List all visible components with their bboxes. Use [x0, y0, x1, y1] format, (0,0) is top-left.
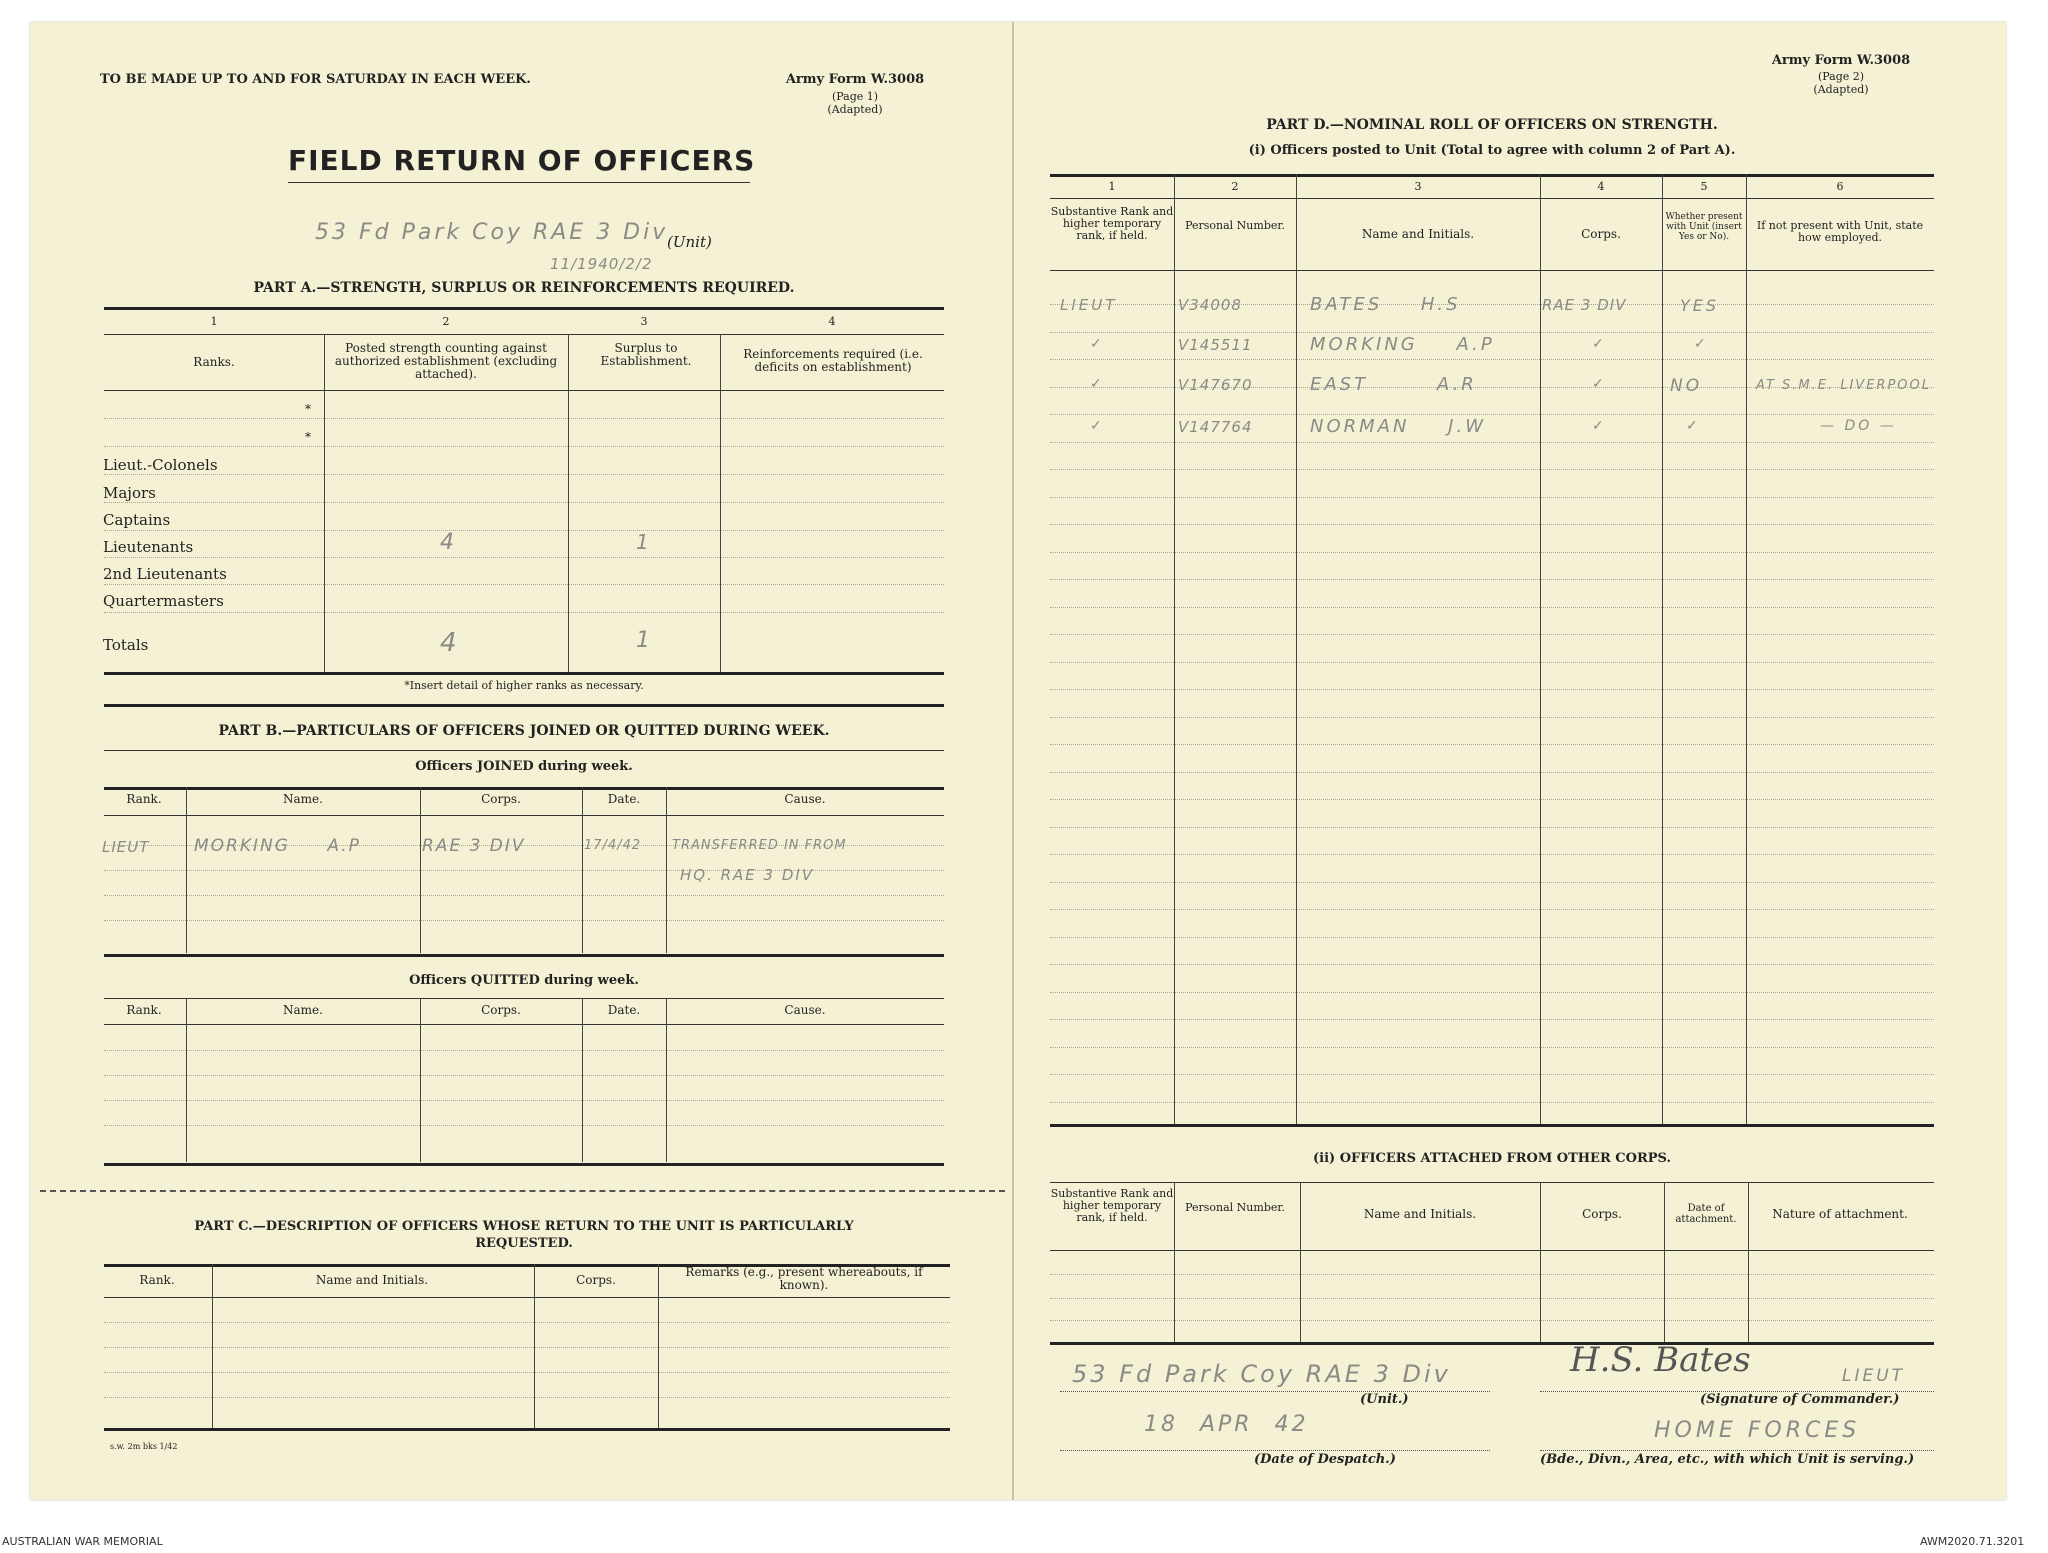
roll-row-line: [1050, 1047, 1934, 1048]
part-d-header-rank: Substantive Rank and higher temporary rank, if held.: [1050, 205, 1174, 242]
row-1-name: BATES H.S: [1310, 294, 1461, 315]
quitted-header-corps: Corps.: [481, 1003, 521, 1017]
joined-cause-line-2: HQ. RAE 3 DIV: [680, 866, 815, 884]
commander-signature: H.S. Bates: [1570, 1340, 1751, 1380]
form-number-left: Army Form W.3008: [785, 72, 925, 87]
despatch-date: 18 APR 42: [1144, 1412, 1309, 1437]
roll-row-line: [1050, 607, 1934, 608]
rank-2nd-lieutenants: 2nd Lieutenants: [103, 565, 227, 583]
row-4-rank: ✓: [1090, 418, 1105, 434]
row-2-corps: ✓: [1592, 336, 1607, 352]
serving-field-label: (Bde., Divn., Area, etc., with which Unit is serving.): [1540, 1452, 1915, 1467]
joined-header-cause: Cause.: [784, 792, 826, 806]
part-a-col-3: 3: [640, 315, 648, 328]
row-2-number: V145511: [1178, 336, 1253, 354]
part-a-col-1: 1: [210, 315, 218, 328]
part-d-header-present: Whether present with Unit (insert Yes or No).: [1665, 212, 1743, 242]
attached-header-name: Name and Initials.: [1363, 1207, 1477, 1221]
roll-row-line: [1050, 689, 1934, 690]
roll-row-line: [1050, 1074, 1934, 1075]
part-a-header-reinforcements: Reinforcements required (i.e. deficits on establishment): [743, 347, 923, 374]
joined-title: Officers JOINED during week.: [415, 759, 633, 774]
part-a-star-1: *: [305, 402, 311, 416]
part-a-title: PART A.—STRENGTH, SURPLUS OR REINFORCEMENTS REQUIRED.: [253, 280, 795, 296]
roll-row-line: [1050, 552, 1934, 553]
totals-surplus-value: 1: [636, 628, 653, 653]
rank-majors: Majors: [103, 484, 156, 502]
joined-header-corps: Corps.: [481, 792, 521, 806]
quitted-header-rank: Rank.: [126, 1003, 162, 1017]
part-a-header-ranks: Ranks.: [193, 355, 235, 369]
roll-row-line: [1050, 717, 1934, 718]
part-d-col-4: 4: [1597, 180, 1605, 193]
part-d-col-6: 6: [1836, 180, 1844, 193]
joined-cause-line-1: TRANSFERRED IN FROM: [672, 838, 847, 853]
roll-row-line: [1050, 662, 1934, 663]
roll-row-line: [1050, 359, 1934, 360]
row-3-corps: ✓: [1592, 376, 1607, 392]
roll-row-line: [1050, 992, 1934, 993]
print-code: s.w. 2m bks 1/42: [110, 1442, 178, 1451]
page-fold: [1012, 22, 1014, 1500]
part-a-footnote: *Insert detail of higher ranks as necessary.: [404, 679, 644, 692]
part-d-header-name: Name and Initials.: [1361, 227, 1475, 241]
row-2-present: ✓: [1694, 336, 1709, 352]
part-c-header-remarks: Remarks (e.g., present whereabouts, if known).: [685, 1265, 923, 1292]
lieutenants-posted-value: 4: [440, 530, 457, 555]
rank-quartermasters: Quartermasters: [103, 592, 224, 610]
form-adapted-left: (Adapted): [827, 103, 883, 116]
part-c-title-line-2: REQUESTED.: [475, 1236, 573, 1251]
part-a-star-2: *: [305, 430, 311, 444]
totals-posted-value: 4: [440, 628, 460, 658]
part-d-col-2: 2: [1231, 180, 1239, 193]
row-1-number: V34008: [1178, 296, 1242, 314]
rank-captains: Captains: [103, 511, 171, 529]
row-4-number: V147764: [1178, 418, 1253, 436]
row-3-name: EAST A.R: [1310, 374, 1477, 395]
roll-row-line: [1050, 1102, 1934, 1103]
row-1-corps: RAE 3 DIV: [1542, 296, 1627, 314]
part-c-title-line-1: PART C.—DESCRIPTION OF OFFICERS WHOSE RETURN TO THE UNIT IS PARTICULARLY: [194, 1219, 854, 1234]
lieutenants-surplus-value: 1: [636, 530, 652, 554]
part-d-header-corps: Corps.: [1581, 227, 1621, 241]
serving-formation: HOME FORCES: [1654, 1418, 1861, 1443]
roll-row-line: [1050, 1019, 1934, 1020]
unit-ref: 11/1940/2/2: [550, 255, 653, 273]
row-3-present: NO: [1670, 376, 1703, 396]
part-d-subtitle-ii: (ii) OFFICERS ATTACHED FROM OTHER CORPS.: [1312, 1151, 1671, 1166]
roll-row-line: [1050, 882, 1934, 883]
quitted-header-date: Date.: [607, 1003, 641, 1017]
joined-date: 17/4/42: [584, 838, 642, 853]
unit-label: (Unit): [667, 233, 712, 251]
form-number-right: Army Form W.3008: [1771, 53, 1911, 68]
part-a-header-surplus: Surplus to Establishment.: [600, 341, 692, 368]
attached-header-corps: Corps.: [1582, 1207, 1622, 1221]
attached-header-rank: Substantive Rank and higher temporary rank, if held.: [1050, 1187, 1174, 1224]
part-d-subtitle-i: (i) Officers posted to Unit (Total to agree with column 2 of Part A).: [1248, 143, 1736, 158]
page-title: FIELD RETURN OF OFFICERS: [288, 144, 756, 177]
row-1-rank: LIEUT: [1060, 296, 1118, 314]
attached-header-nature: Nature of attachment.: [1772, 1207, 1908, 1221]
part-d-col-1: 1: [1108, 180, 1116, 193]
row-3-employed: AT S.M.E. LIVERPOOL: [1756, 378, 1931, 393]
roll-row-line: [1050, 469, 1934, 470]
unit-field-label: (Unit.): [1360, 1392, 1409, 1407]
rank-lieut-colonels: Lieut.-Colonels: [103, 456, 218, 474]
joined-header-name: Name.: [283, 792, 323, 806]
row-3-rank: ✓: [1090, 376, 1105, 392]
joined-header-rank: Rank.: [126, 792, 162, 806]
roll-row-line: [1050, 827, 1934, 828]
roll-row-line: [1050, 909, 1934, 910]
form-page-left: (Page 1): [831, 90, 879, 103]
commander-rank: LIEUT: [1842, 1366, 1906, 1386]
part-b-title: PART B.—PARTICULARS OF OFFICERS JOINED OR QUITTED DURING WEEK.: [218, 723, 830, 739]
roll-row-line: [1050, 772, 1934, 773]
roll-row-line: [1050, 799, 1934, 800]
roll-row-line: [1050, 854, 1934, 855]
form-adapted-right: (Adapted): [1813, 83, 1869, 96]
attached-header-number: Personal Number.: [1185, 1201, 1285, 1214]
rank-lieutenants: Lieutenants: [103, 538, 194, 556]
roll-row-line: [1050, 634, 1934, 635]
unit-handwritten: 53 Fd Park Coy RAE 3 Div: [315, 220, 669, 245]
attached-header-date: Date of attachment.: [1675, 1203, 1737, 1225]
despatch-unit: 53 Fd Park Coy RAE 3 Div: [1072, 1360, 1451, 1388]
roll-row-line: [1050, 414, 1934, 415]
row-2-rank: ✓: [1090, 336, 1105, 352]
form-page-right: (Page 2): [1817, 70, 1865, 83]
part-a-col-4: 4: [828, 315, 836, 328]
part-d-header-number: Personal Number.: [1185, 219, 1285, 232]
footer-institution: AUSTRALIAN WAR MEMORIAL: [2, 1535, 163, 1548]
roll-row-line: [1050, 442, 1934, 443]
row-4-employed: — DO —: [1820, 418, 1897, 434]
roll-row-line: [1050, 579, 1934, 580]
row-3-number: V147670: [1178, 376, 1253, 394]
date-field-label: (Date of Despatch.): [1254, 1452, 1396, 1467]
footer-accession: AWM2020.71.3201: [1920, 1535, 2025, 1548]
part-d-title: PART D.—NOMINAL ROLL OF OFFICERS ON STRENGTH.: [1266, 117, 1718, 133]
roll-row-line: [1050, 744, 1934, 745]
row-2-name: MORKING A.P: [1310, 334, 1495, 355]
row-4-name: NORMAN J.W: [1310, 416, 1486, 437]
joined-rank: LIEUT: [102, 838, 150, 856]
quitted-title: Officers QUITTED during week.: [409, 973, 639, 988]
roll-row-line: [1050, 524, 1934, 525]
part-d-col-3: 3: [1414, 180, 1422, 193]
joined-corps: RAE 3 DIV: [422, 836, 526, 856]
row-1-present: YES: [1680, 296, 1720, 315]
part-d-col-5: 5: [1700, 180, 1708, 193]
signature-field-label: (Signature of Commander.): [1700, 1392, 1900, 1407]
quitted-header-name: Name.: [283, 1003, 323, 1017]
part-c-header-rank: Rank.: [139, 1273, 175, 1287]
totals-label: Totals: [103, 636, 149, 654]
row-4-present: ✓: [1686, 418, 1701, 434]
roll-row-line: [1050, 937, 1934, 938]
joined-name: MORKING A.P: [194, 836, 361, 856]
part-a-col-2: 2: [442, 315, 450, 328]
part-d-header-employed: If not present with Unit, state how employed.: [1756, 219, 1924, 244]
row-4-corps: ✓: [1592, 418, 1607, 434]
roll-row-line: [1050, 497, 1934, 498]
part-c-header-corps: Corps.: [576, 1273, 616, 1287]
header-instruction: TO BE MADE UP TO AND FOR SATURDAY IN EACH WEEK.: [100, 72, 531, 87]
quitted-header-cause: Cause.: [784, 1003, 826, 1017]
roll-row-line: [1050, 332, 1934, 333]
part-c-header-name: Name and Initials.: [315, 1273, 429, 1287]
joined-header-date: Date.: [607, 792, 641, 806]
part-a-header-posted: Posted strength counting against authorized establishment (excluding attached).: [334, 341, 558, 381]
roll-row-line: [1050, 964, 1934, 965]
